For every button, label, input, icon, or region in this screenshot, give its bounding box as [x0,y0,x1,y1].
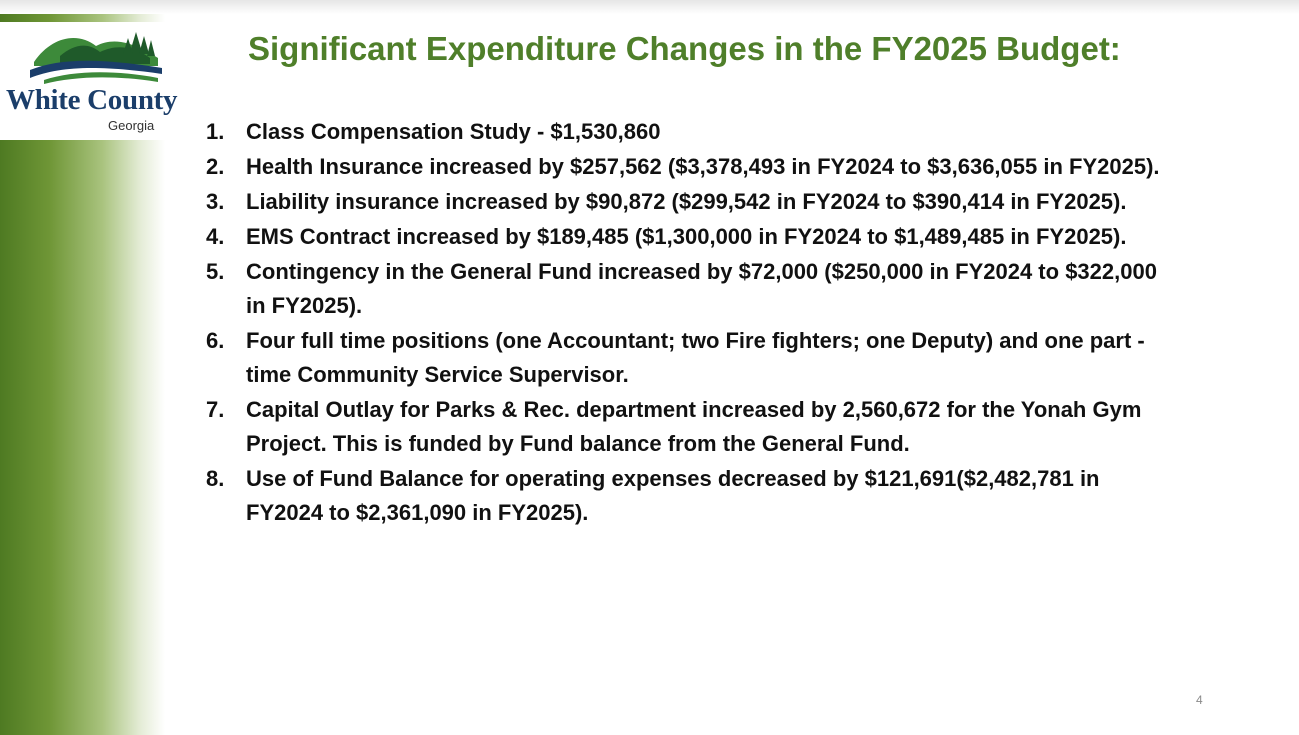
item-number: 1. [206,119,225,144]
list-item [206,255,1166,323]
item-number: 8. [206,466,225,491]
page-number: 4 [1196,693,1203,707]
item-number: 6. [206,328,225,353]
mountain-logo-icon [30,28,162,86]
list-item [206,220,1166,254]
item-number: 5. [206,259,225,284]
item-text: Contingency in the General Fund increased by $72,000 ($250,000 in FY2024 to $322,000 in FY2025). [246,259,1157,318]
item-text: Class Compensation Study - $1,530,860 [246,119,661,144]
top-shade [0,0,1299,14]
item-text: Liability insurance increased by $90,872 ($299,542 in FY2024 to $390,414 in FY2025). [246,189,1127,214]
item-number: 2. [206,154,225,179]
item-number: 7. [206,397,225,422]
item-text: Use of Fund Balance for operating expenses decreased by $121,691($2,482,781 in FY2024 to $2,361,090 in FY2025). [246,466,1100,525]
item-text: Four full time positions (one Accountant; two Fire fighters; one Deputy) and one part -time Community Service Supervisor. [246,328,1145,387]
list-item [206,185,1166,219]
item-text: Capital Outlay for Parks & Rec. department increased by 2,560,672 for the Yonah Gym Project. This is funded by Fund balance from the General Fund. [246,397,1142,456]
list-item [206,393,1166,461]
county-logo [0,22,200,140]
list-item [206,324,1166,392]
logo-state-name: Georgia [108,118,155,133]
list-item [206,150,1166,184]
list-item [206,462,1166,530]
item-number: 3. [206,189,225,214]
item-text: EMS Contract increased by $189,485 ($1,300,000 in FY2024 to $1,489,485 in FY2025). [246,224,1127,249]
list-item [206,115,1166,149]
slide-title: Significant Expenditure Changes in the FY2025 Budget: [248,30,1121,67]
item-number: 4. [206,224,225,249]
expenditure-list [206,115,1166,531]
item-text: Health Insurance increased by $257,562 ($3,378,493 in FY2024 to $3,636,055 in FY2025). [246,154,1160,179]
logo-county-name: White County [6,84,178,116]
